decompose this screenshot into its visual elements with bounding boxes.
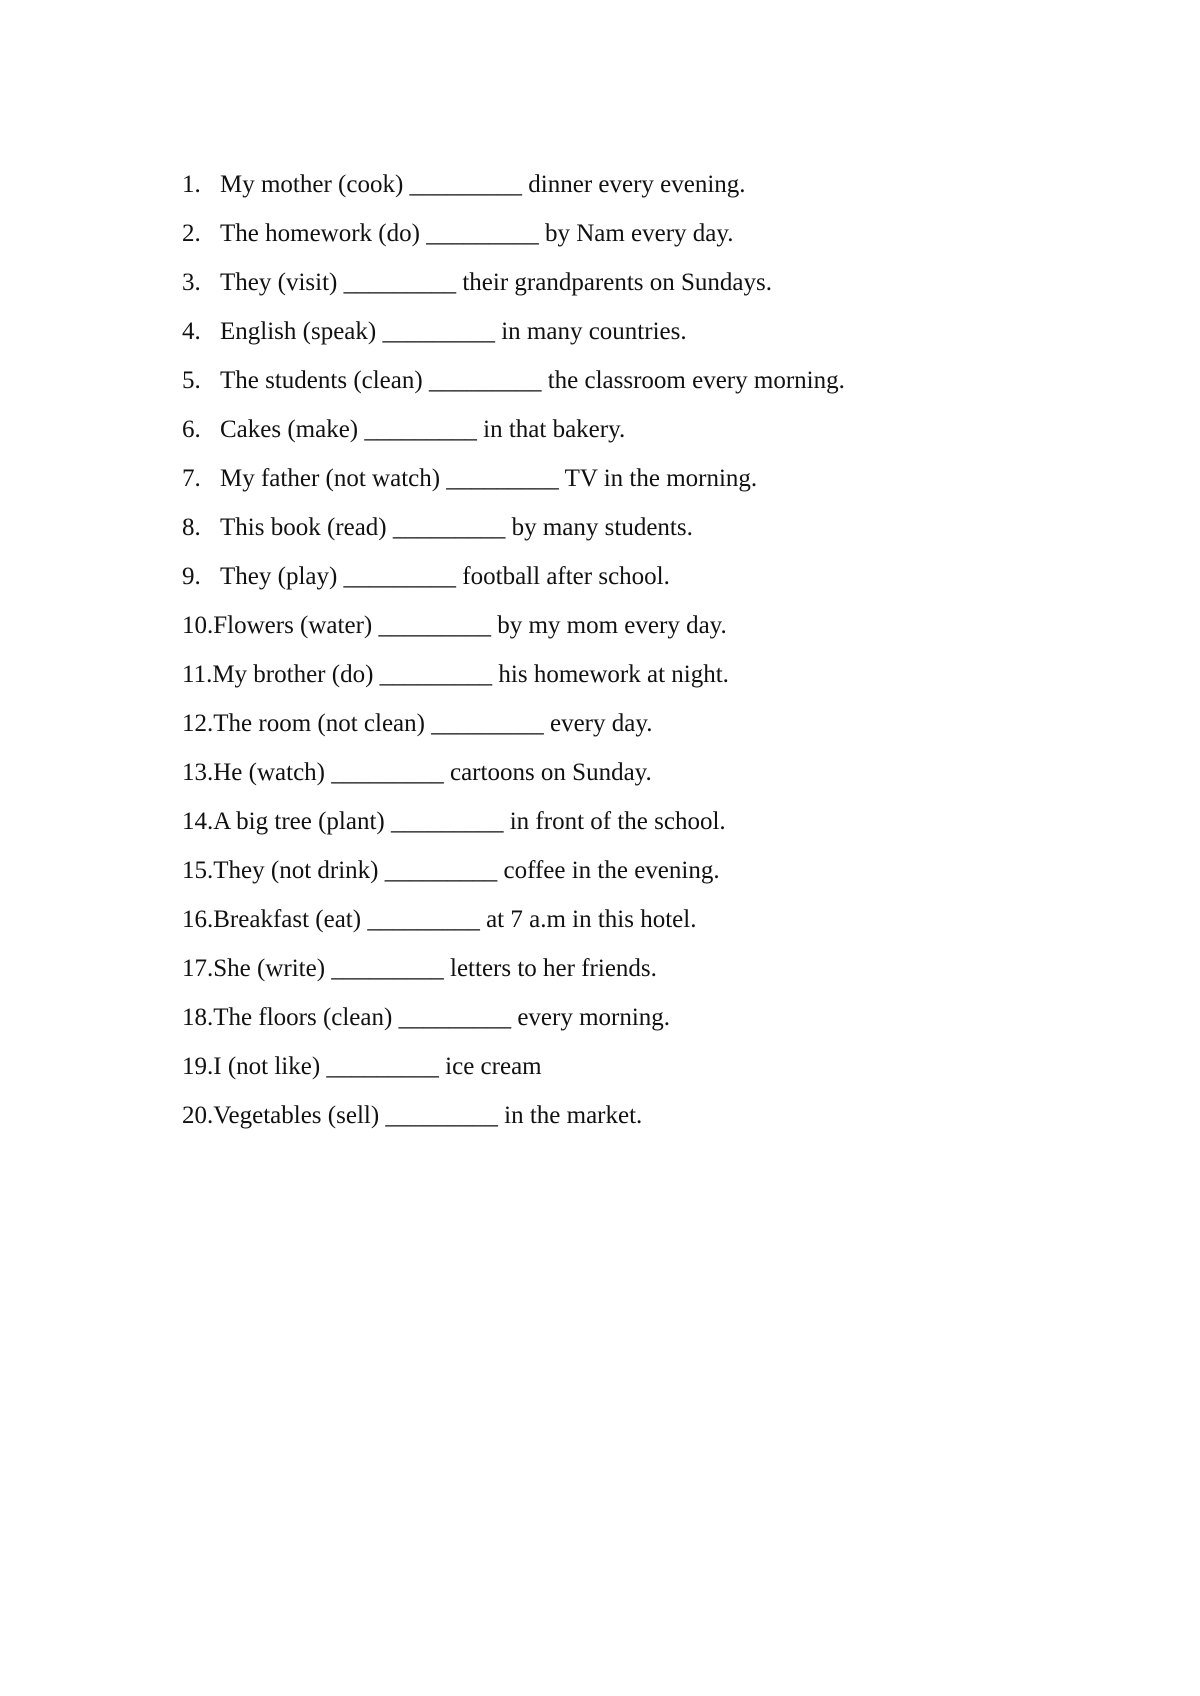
exercise-item bbox=[182, 807, 1082, 856]
exercise-text: Vegetables (sell) _________ in the market. bbox=[213, 1102, 643, 1129]
exercise-text: The floors (clean) _________ every morning. bbox=[213, 1004, 671, 1031]
exercise-text: Cakes (make) _________ in that bakery. bbox=[220, 416, 626, 443]
exercise-item bbox=[182, 758, 1082, 807]
exercise-item bbox=[182, 1052, 1082, 1101]
exercise-item bbox=[182, 513, 1082, 562]
exercise-item bbox=[182, 660, 1082, 709]
exercise-item bbox=[182, 856, 1082, 905]
exercise-item bbox=[182, 1003, 1082, 1052]
exercise-item bbox=[182, 1101, 1082, 1150]
exercise-item bbox=[182, 905, 1082, 954]
exercise-item bbox=[182, 219, 1082, 268]
exercise-number: 16. bbox=[182, 906, 214, 933]
exercise-text: He (watch) _________ cartoons on Sunday. bbox=[213, 759, 652, 786]
exercise-item bbox=[182, 464, 1082, 513]
exercise-number: 9. bbox=[182, 563, 201, 590]
exercise-number: 1. bbox=[182, 171, 201, 198]
exercise-text: My brother (do) _________ his homework at night. bbox=[212, 661, 729, 688]
exercise-number: 13. bbox=[182, 759, 214, 786]
exercise-number: 5. bbox=[182, 367, 201, 394]
exercise-number: 7. bbox=[182, 465, 201, 492]
exercise-number: 10. bbox=[182, 612, 214, 639]
exercise-text: They (not drink) _________ coffee in the evening. bbox=[213, 857, 720, 884]
exercise-text: My father (not watch) _________ TV in the morning. bbox=[220, 465, 758, 492]
exercise-number: 19. bbox=[182, 1053, 214, 1080]
exercise-number: 15. bbox=[182, 857, 214, 884]
exercise-item bbox=[182, 415, 1082, 464]
exercise-number: 12. bbox=[182, 710, 214, 737]
exercise-text: A big tree (plant) _________ in front of the school. bbox=[213, 808, 726, 835]
exercise-number: 6. bbox=[182, 416, 201, 443]
exercise-number: 20. bbox=[182, 1102, 214, 1129]
exercise-number: 8. bbox=[182, 514, 201, 541]
exercise-text: The homework (do) _________ by Nam every day. bbox=[220, 220, 734, 247]
exercise-list bbox=[182, 170, 1082, 1150]
exercise-text: This book (read) _________ by many students. bbox=[220, 514, 693, 541]
exercise-item bbox=[182, 562, 1082, 611]
exercise-item bbox=[182, 366, 1082, 415]
exercise-text: The students (clean) _________ the classroom every morning. bbox=[220, 367, 845, 394]
exercise-number: 18. bbox=[182, 1004, 214, 1031]
exercise-item bbox=[182, 170, 1082, 219]
exercise-text: They (visit) _________ their grandparents on Sundays. bbox=[220, 269, 772, 296]
exercise-text: Breakfast (eat) _________ at 7 a.m in this hotel. bbox=[213, 906, 697, 933]
exercise-item bbox=[182, 317, 1082, 366]
exercise-text: My mother (cook) _________ dinner every evening. bbox=[220, 171, 746, 198]
exercise-item bbox=[182, 268, 1082, 317]
exercise-number: 2. bbox=[182, 220, 201, 247]
exercise-text: I (not like) _________ ice cream bbox=[213, 1053, 542, 1080]
exercise-text: They (play) _________ football after school. bbox=[220, 563, 670, 590]
exercise-number: 4. bbox=[182, 318, 201, 345]
exercise-text: She (write) _________ letters to her friends. bbox=[213, 955, 657, 982]
exercise-text: The room (not clean) _________ every day. bbox=[213, 710, 653, 737]
exercise-text: English (speak) _________ in many countries. bbox=[220, 318, 687, 345]
exercise-item bbox=[182, 954, 1082, 1003]
exercise-item bbox=[182, 611, 1082, 660]
exercise-number: 17. bbox=[182, 955, 214, 982]
exercise-text: Flowers (water) _________ by my mom every day. bbox=[213, 612, 727, 639]
exercise-number: 3. bbox=[182, 269, 201, 296]
exercise-number: 11. bbox=[182, 661, 213, 688]
exercise-number: 14. bbox=[182, 808, 214, 835]
exercise-item bbox=[182, 709, 1082, 758]
